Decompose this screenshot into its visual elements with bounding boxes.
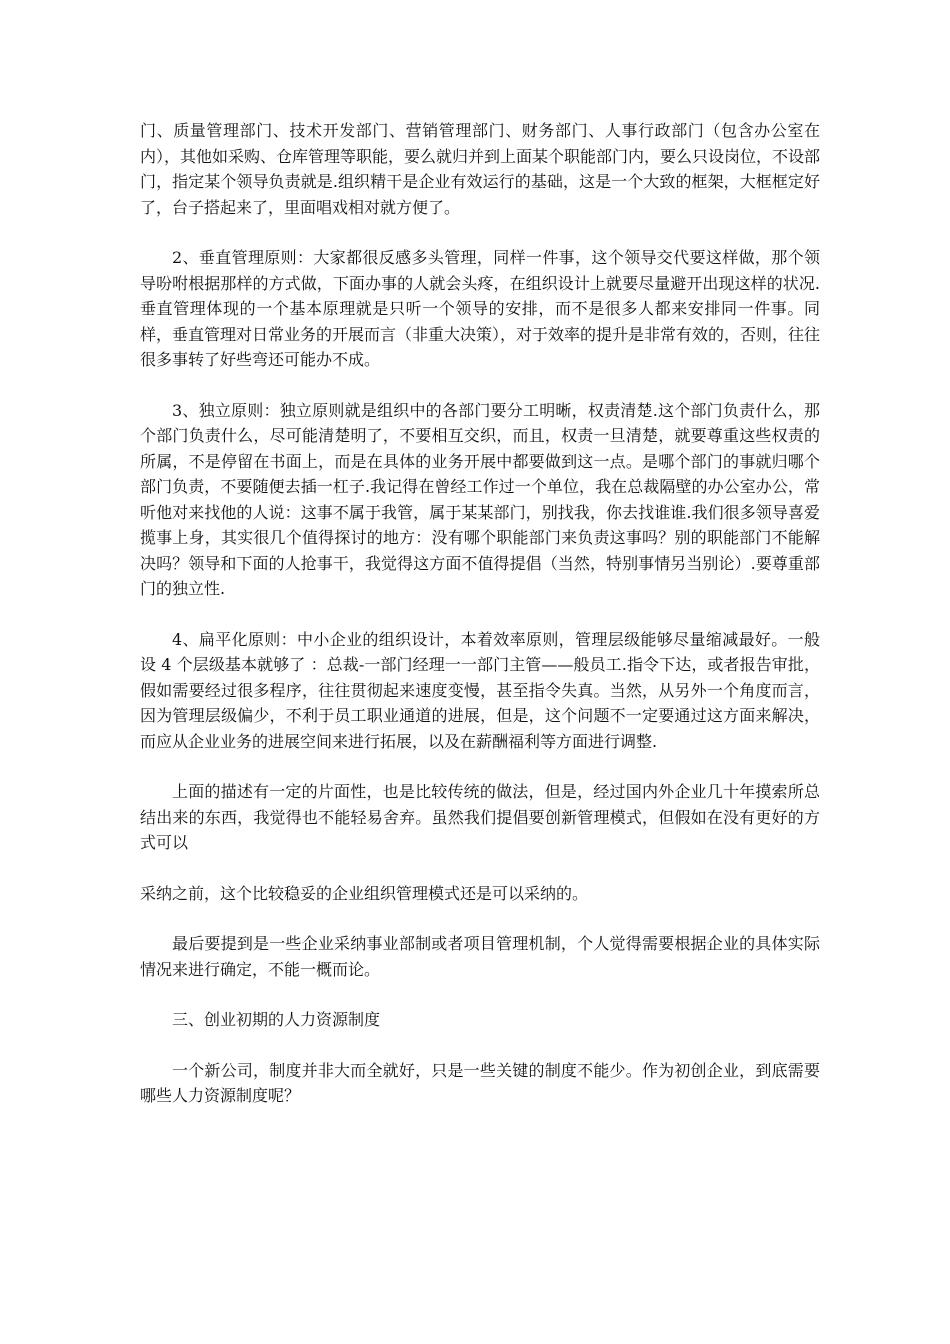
paragraph-org-structure: 门、质量管理部门、技术开发部门、营销管理部门、财务部门、人事行政部门（包含办公室在内），其他如采购、仓库管理等职能，要么就归并到上面某个职能部门内，要么只设岗位，不设部门，指定某个领导负责就是.组织精干是企业有效运行的基础，这是一个大致的框架，大框框定好了，台子搭起来了，里面唱戏相对就方便了。 <box>140 121 821 217</box>
paragraph-flattening: 4、扁平化原则：中小企业的组织设计，本着效率原则，管理层级能够尽量缩减最好。一般设 4 个层级基本就够了 ：总裁-一部门经理一一部门主管——般员工.指令下达，或者报告审批，假如需要经过很多程序，往往贯彻起来速度变慢，甚至指令失真。当然，从另外一个角度而言，因为管理层级偏少，不利于员工职业通道的进展，但是，这个问题不一定要通过这方面来解决，而应从企业业务的进展空间来进行拓展，以及在薪酬福利等方面进行调整. <box>140 629 820 751</box>
section-heading-hr-system: 三、创业初期的人力资源制度 <box>172 1010 381 1029</box>
paragraph-vertical-management: 2、垂直管理原则：大家都很反感多头管理，同样一件事，这个领导交代要这样做，那个领导吩咐根据那样的方式做，下面办事的人就会头疼，在组织设计上就要尽量避开出现这样的状况.垂直管理体现的一个基本原理就是只听一个领导的安排，而不是很多人都来安排同一件事。同样，垂直管理对日常业务的开展而言（非重大决策），对于效率的提升是非常有效的，否则，往往很多事转了好些弯还可能办不成。 <box>140 248 821 369</box>
document-body <box>140 118 820 1134</box>
paragraph-division-system: 最后要提到是一些企业采纳事业部制或者项目管理机制，个人觉得需要根据企业的具体实际情况来进行确定，不能一概而论。 <box>140 934 820 979</box>
paragraph-summary: 上面的描述有一定的片面性，也是比较传统的做法，但是，经过国内外企业几十年摸索所总结出来的东西，我觉得也不能轻易舍弃。虽然我们提倡要创新管理模式，但假如在没有更好的方式可以 <box>140 782 820 852</box>
paragraph-independence: 3、独立原则：独立原则就是组织中的各部门要分工明晰，权责清楚.这个部门负责什么，那个部门负责什么，尽可能清楚明了，不要相互交织，而且，权责一旦清楚，就要尊重这些权责的所属，不是停留在书面上，而是在具体的业务开展中都要做到这一点。是哪个部门的事就归哪个部门负责，不要随便去插一杠子.我记得在曾经工作过一个单位，我在总裁隔壁的办公室办公，常听他对来找他的人说：这事不属于我管，属于某某部门，别找我，你去找谁谁.我们很多领导喜爱揽事上身，其实很几个值得探讨的地方：没有哪个职能部门来负责这事吗？别的职能部门不能解决吗？领导和下面的人抢事干，我觉得这方面不值得提倡（当然，特别事情另当别论）.要尊重部门的独立性. <box>140 400 820 598</box>
paragraph-summary-continued: 采纳之前，这个比较稳妥的企业组织管理模式还是可以采纳的。 <box>140 883 589 903</box>
paragraph-new-company: 一个新公司，制度并非大而全就好，只是一些关键的制度不能少。作为初创企业，到底需要哪些人力资源制度呢？ <box>140 1060 820 1105</box>
